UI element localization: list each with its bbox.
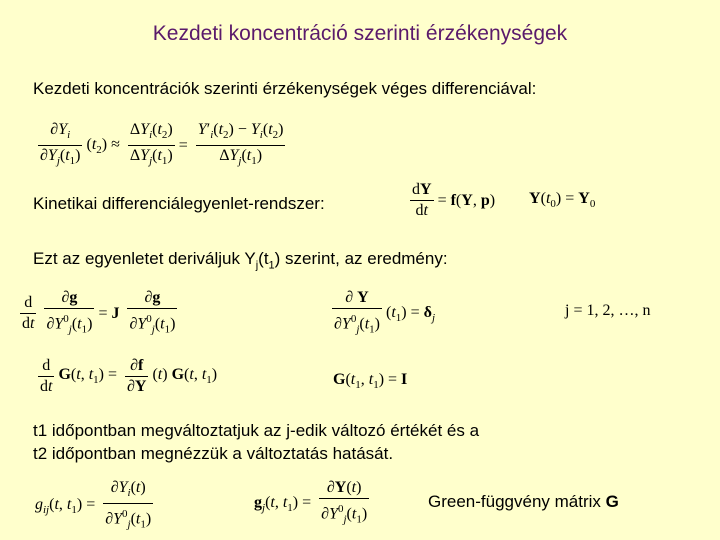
finite-difference-formula: $\frac{\partial Y_i}{\partial Y_j(t_1)}$ $(t_2)$ ≈ $\frac{\Delta Y_i(t_2)}{\Delta Y_j(t_1)}$ = $\frac{Y'_i(t_2) - Y_i(t_2)}{\Delta Y_j(t_1)}$ xyxy=(40,121,284,168)
green-column-formula: $g_j(t$, $t_1$) = $\frac{\partial Y(t)}{\partial Y^0_j(t_1)}$ xyxy=(254,479,368,526)
sensitivity-ode-formula: $\frac{d}{dt}$ $\frac{\partial g}{\partial Y^0_j(t_1)}$ = J $\frac{\partial g}{\partial Y^0_j(t_1)}$ xyxy=(22,289,176,336)
derivation-text: Ezt az egyenletet deriváljuk $Y_j(t_1)$ szerint, az eredmény: xyxy=(33,249,448,272)
green-matrix-init: $G(t_1$, $t_1) = I$ xyxy=(333,371,408,392)
explanation-line-2: t2 időpontban megnézzük a változtatás hatását. xyxy=(33,444,394,463)
green-element-formula: $g_{ij}(t$, $t_1$) = $\frac{\partial Y_i(t)}{\partial Y^0_j(t_1)}$ xyxy=(35,479,152,531)
finite-difference-text: Kezdeti koncentrációk szerinti érzékenységek véges differenciával: xyxy=(33,79,537,98)
slide-title: Kezdeti koncentráció szerinti érzékenységek xyxy=(152,22,568,45)
kinetic-ode-formula: $\frac{dY}{dt}$ = f(Y, p) $Y(t_0) = Y_0$ xyxy=(412,181,596,219)
kinetic-ode-text: Kinetikai differenciálegyenlet-rendszer: xyxy=(33,194,325,213)
sensitivity-init-formula: $\frac{\partial Y}{\partial Y^0_j(t_1)}$ $(t_1) = \delta_j$ xyxy=(334,289,435,336)
green-matrix-ode: $\frac{d}{dt}$ G(t, $t_1$) = $\frac{\partial f}{\partial Y}$ (t) G(t, $t_1$) xyxy=(40,357,218,395)
green-matrix-label: Green-függvény mátrix G xyxy=(428,492,619,511)
explanation-line-1: t1 időpontban megváltoztatjuk az j-edik változó értékét és a xyxy=(33,421,480,440)
j-range: j = 1, 2, …, n xyxy=(565,302,651,319)
